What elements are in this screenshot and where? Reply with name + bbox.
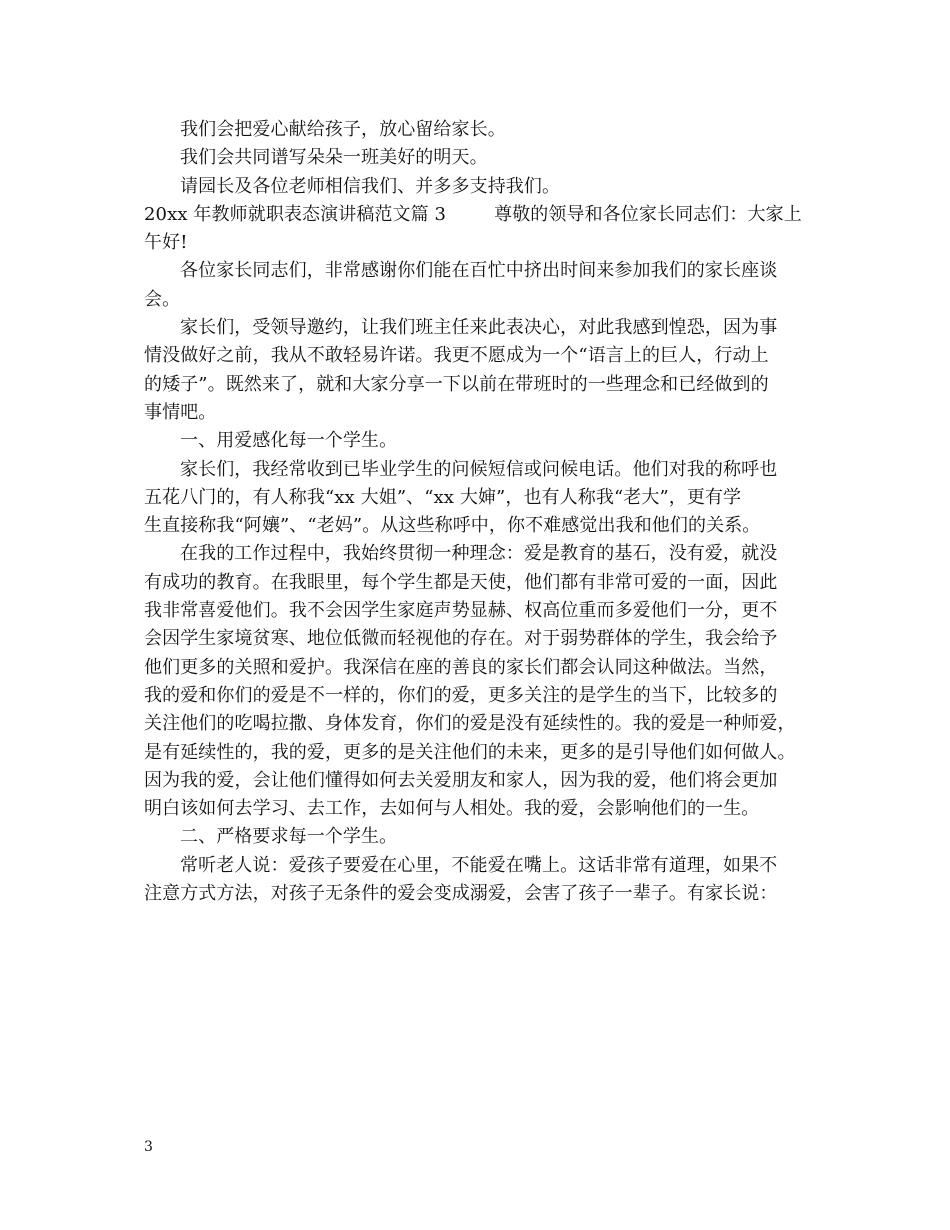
text-line: 关注他们的吃喝拉撒、身体发育，你们的爱是没有延续性的。我的爱是一种师爱， (144, 713, 796, 735)
text-line: 生直接称我“阿孃”、“老妈”。从这些称呼中，你不难感觉出我和他们的关系。 (144, 515, 761, 537)
text-line: 会因学生家境贫寒、地位低微而轻视他的存在。对于弱势群体的学生，我会给予 (144, 628, 778, 650)
subheading-line: 二、严格要求每一个学生。 (180, 826, 398, 848)
subheading-line: 一、用爱感化每一个学生。 (180, 430, 398, 452)
text-line: 他们更多的关照和爱护。我深信在座的善良的家长们都会认同这种做法。当然， (144, 656, 778, 678)
text-line: 会。 (144, 288, 181, 310)
text-line: 事情吧。 (144, 401, 217, 423)
text-line: 注意方式方法，对孩子无条件的爱会变成溺爱，会害了孩子一辈子。有家长说： (144, 883, 778, 905)
text-line: 我们会把爱心献给孩子，放心留给家长。 (180, 119, 506, 140)
text-line: 是有延续性的，我的爱，更多的是关注他们的未来，更多的是引导他们如何做人。 (144, 741, 796, 763)
text-line: 我们会共同谱写朵朵一班美好的明天。 (180, 147, 488, 169)
text-line: 在我的工作过程中，我始终贯彻一种理念：爱是教育的基石，没有爱，就没 (180, 543, 778, 565)
text-line: 家长们，我经常收到已毕业学生的问候短信或问候电话。他们对我的称呼也 (180, 458, 778, 480)
body-text (144, 116, 824, 908)
text-line: 各位家长同志们，非常感谢你们能在百忙中挤出时间来参加我们的家长座谈 (180, 260, 778, 282)
text-line: 因为我的爱，会让他们懂得如何去关爱朋友和家人，因为我的爱，他们将会更加 (144, 769, 778, 791)
page-number: 3 (144, 1139, 153, 1155)
text-line: 明白该如何去学习、去工作，去如何与人相处。我的爱，会影响他们的一生。 (144, 798, 760, 820)
text-line: 家长们，受领导邀约，让我们班主任来此表决心，对此我感到惶恐，因为事 (180, 317, 778, 339)
text-line: 情没做好之前，我从不敢轻易许诺。我更不愿成为一个“语言上的巨人，行动上 (144, 345, 769, 367)
section-heading: 20xx 年教师就职表态演讲稿范文篇 3 (144, 203, 447, 225)
text-line: 我非常喜爱他们。我不会因学生家庭声势显赫、权高位重而多爱他们一分，更不 (144, 600, 778, 622)
text-line: 我的爱和你们的爱是不一样的，你们的爱，更多关注的是学生的当下，比较多的 (144, 684, 778, 706)
salutation: 尊敬的领导和各位家长同志们：大家上 (494, 203, 802, 225)
text-line: 午好! (144, 232, 188, 254)
text-line: 有成功的教育。在我眼里，每个学生都是天使，他们都有非常可爱的一面，因此 (144, 571, 778, 593)
text-line: 的矮子”。既然来了，就和大家分享一下以前在带班时的一些理念和已经做到的 (144, 373, 769, 395)
text-line: 五花八门的，有人称我“xx 大姐”、“xx 大婶”，也有人称我“老大”，更有学 (144, 486, 742, 508)
text-line: 请园长及各位老师相信我们、并多多支持我们。 (180, 175, 561, 197)
text-line: 常听老人说：爱孩子要爱在心里，不能爱在嘴上。这话非常有道理，如果不 (180, 854, 778, 876)
section-heading-line (144, 201, 824, 229)
